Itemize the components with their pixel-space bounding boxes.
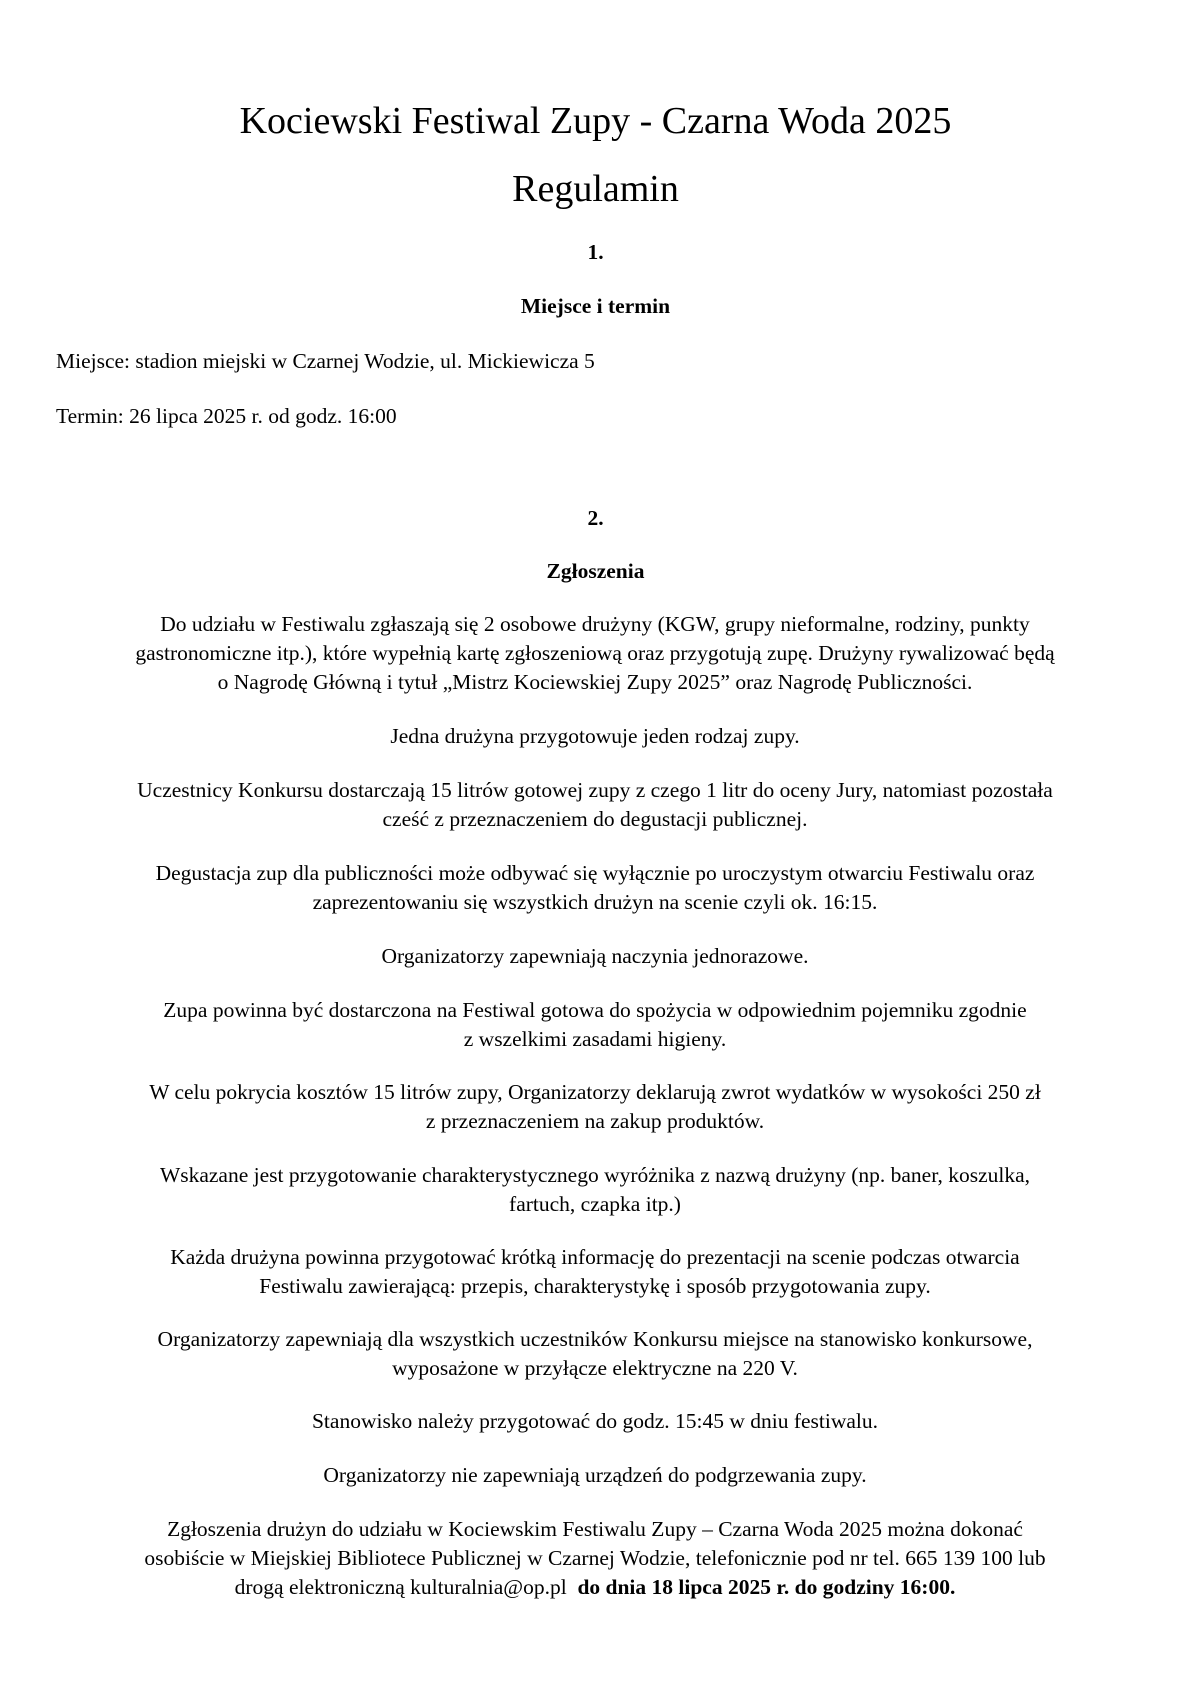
paragraph-line: Zgłoszenia drużyn do udziału w Kociewskim Festiwalu Zupy – Czarna Woda 2025 można dokonać — [167, 1517, 1023, 1541]
paragraph-line: Festiwalu zawierającą: przepis, charakterystykę i sposób przygotowania zupy. — [259, 1274, 931, 1298]
paragraph-line: z przeznaczeniem na zakup produktów. — [425, 1109, 765, 1133]
paragraph-line: osobiście w Miejskiej Bibliotece Publicznej w Czarnej Wodzie, telefonicznie pod nr tel. 665 139 100 lub — [144, 1546, 1046, 1570]
paragraph-line: o Nagrodę Główną i tytuł „Mistrz Kociewskiej Zupy 2025” oraz Nagrodę Publiczności. — [217, 670, 973, 694]
paragraph-line: fartuch, czapka itp.) — [509, 1192, 681, 1216]
paragraph-line: Organizatorzy zapewniają naczynia jednorazowe. — [381, 944, 809, 968]
paragraph-line: W celu pokrycia kosztów 15 litrów zupy, Organizatorzy deklarują zwrot wydatków w wysokości 250 zł — [149, 1080, 1041, 1104]
registration-deadline: do dnia 18 lipca 2025 r. do godziny 16:00. — [577, 1575, 956, 1599]
paragraph-quantity — [40, 776, 1150, 834]
paragraph-line — [40, 1573, 1150, 1602]
paragraph-line: Jedna drużyna przygotowuje jeden rodzaj zupy. — [390, 724, 800, 748]
paragraph-stand — [40, 1325, 1150, 1383]
paragraph-line: Organizatorzy nie zapewniają urządzeń do podgrzewania zupy. — [323, 1463, 867, 1487]
paragraph-line: Stanowisko należy przygotować do godz. 15:45 w dniu festiwalu. — [311, 1409, 879, 1433]
paragraph-line: Degustacja zup dla publiczności może odbywać się wyłącznie po uroczystym otwarciu Festiwalu oraz — [155, 861, 1035, 885]
paragraph-reimbursement — [40, 1078, 1150, 1136]
paragraph-one-soup — [40, 722, 1150, 751]
document-subtitle: Regulamin — [512, 168, 679, 210]
paragraph-line: gastronomiczne itp.), które wypełnią kartę zgłoszeniową oraz przygotują zupę. Drużyny rywalizować będą — [135, 641, 1055, 665]
paragraph-presentation — [40, 1243, 1150, 1301]
paragraph-line: Do udziału w Festiwalu zgłaszają się 2 osobowe drużyny (KGW, grupy nieformalne, rodziny, punkty — [160, 612, 1030, 636]
paragraph-line: zaprezentowaniu się wszystkich drużyn na scenie czyli ok. 16:15. — [312, 890, 878, 914]
paragraph-dishes — [40, 942, 1150, 971]
paragraph-line: z wszelkimi zasadami higieny. — [463, 1027, 727, 1051]
paragraph-no-heating — [40, 1461, 1150, 1490]
section-2-heading: Zgłoszenia — [546, 559, 645, 583]
paragraph-line: Uczestnicy Konkursu dostarczają 15 litrów gotowej zupy z czego 1 litr do oceny Jury, natomiast pozostała — [137, 778, 1053, 802]
paragraph-tasting — [40, 859, 1150, 917]
section-1-place: Miejsce: stadion miejski w Czarnej Wodzie, ul. Mickiewicza 5 — [56, 349, 595, 373]
section-1-number: 1. — [587, 240, 604, 264]
paragraph-hygiene — [40, 996, 1150, 1054]
section-2-number: 2. — [587, 506, 604, 530]
paragraph-team-marker — [40, 1161, 1150, 1219]
paragraph-line: Zupa powinna być dostarczona na Festiwal gotowa do spożycia w odpowiednim pojemniku zgodnie — [163, 998, 1027, 1022]
paragraph-line: Organizatorzy zapewniają dla wszystkich uczestników Konkursu miejsce na stanowisko konkursowe, — [157, 1327, 1033, 1351]
paragraph-stand-time — [40, 1407, 1150, 1436]
paragraph-line: Wskazane jest przygotowanie charakterystycznego wyróżnika z nazwą drużyny (np. baner, koszulka, — [159, 1163, 1031, 1187]
section-1-heading: Miejsce i termin — [520, 294, 671, 318]
paragraph-line: wyposażone w przyłącze elektryczne na 220 V. — [392, 1356, 798, 1380]
section-1-date: Termin: 26 lipca 2025 r. od godz. 16:00 — [56, 404, 397, 428]
paragraph-teams — [40, 610, 1150, 697]
paragraph-line: Każda drużyna powinna przygotować krótką informację do prezentacji na scenie podczas otwarcia — [170, 1245, 1020, 1269]
paragraph-line: cześć z przeznaczeniem do degustacji publicznej. — [382, 807, 808, 831]
paragraph-registration — [40, 1515, 1150, 1602]
registration-contact-text: drogą elektroniczną kulturalnia@op.pl — [234, 1575, 578, 1599]
document-title: Kociewski Festiwal Zupy - Czarna Woda 2025 — [239, 100, 952, 142]
